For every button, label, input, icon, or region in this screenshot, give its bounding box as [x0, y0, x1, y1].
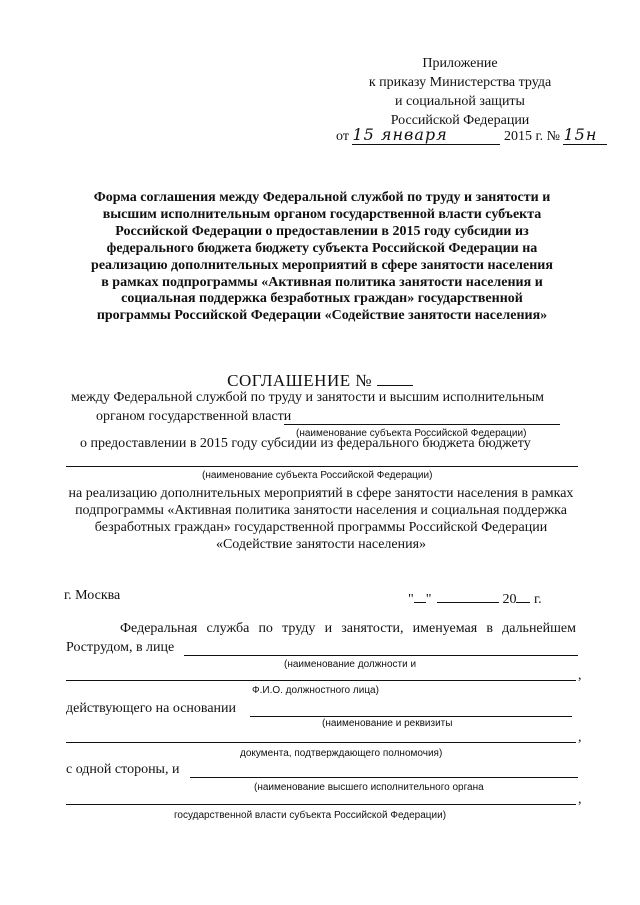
day-blank[interactable] — [414, 588, 426, 603]
quote-close: " — [425, 592, 432, 607]
appendix-line: Приложение — [422, 56, 498, 71]
basis-field[interactable] — [250, 716, 572, 717]
organ-field-2[interactable] — [66, 804, 576, 805]
quote-open: " — [408, 592, 414, 607]
organ-caption-2: государственной власти субъекта Российской Федерации) — [174, 810, 447, 821]
appendix-block — [340, 54, 580, 130]
handwritten-number: 15н — [563, 125, 607, 145]
comma: , — [578, 730, 582, 745]
comma: , — [578, 792, 582, 807]
year-prefix: 20 — [502, 592, 517, 607]
agreement-line-3: о предоставлении в 2015 году субсидии из федерального бюджета бюджету — [80, 436, 531, 451]
parties-line-2: Рострудом, в лице — [66, 640, 175, 655]
organ-field[interactable] — [190, 777, 578, 778]
requisites-caption: (наименование и реквизиты — [322, 718, 453, 729]
parties-line-1: Федеральная служба по труду и занятости, именуемая в дальнейшем — [120, 621, 576, 636]
subject-name-field[interactable] — [284, 424, 560, 425]
date-prefix: от — [336, 129, 349, 144]
agreement-purpose: на реализацию дополнительных мероприятий в сфере занятости населения в рамках подпрограммы «Активная политика занятости населения и социальная поддержка безработных граждан» государственной программы Российской Федерации «Содействие занятости населения» — [68, 486, 574, 552]
year-suffix: г. — [533, 592, 542, 607]
subject-budget-field[interactable] — [66, 466, 578, 467]
appendix-line: Российской Федерации — [390, 113, 530, 128]
appendix-line: к приказу Министерства труда — [368, 75, 552, 90]
appendix-line: и социальной защиты — [395, 94, 525, 109]
handwritten-date: 15 января — [352, 125, 500, 145]
agreement-date — [408, 588, 542, 608]
fio-caption: Ф.И.О. должностного лица) — [252, 685, 379, 696]
organ-caption: (наименование высшего исполнительного органа — [254, 782, 484, 793]
comma: , — [578, 668, 582, 683]
subject-caption: (наименование субъекта Российской Федерации) — [296, 428, 527, 439]
document-caption: документа, подтверждающего полномочия) — [240, 748, 443, 759]
agreement-number-blank[interactable] — [377, 368, 413, 386]
month-blank[interactable] — [437, 588, 499, 603]
document-field[interactable] — [66, 742, 576, 743]
year-blank[interactable] — [516, 588, 530, 603]
position-field[interactable] — [184, 655, 578, 656]
order-date-line — [336, 125, 606, 145]
agreement-heading-text: СОГЛАШЕНИЕ № — [227, 371, 373, 390]
city: г. Москва — [64, 588, 121, 603]
agreement-line-2: органом государственной власти — [96, 409, 292, 424]
fio-field[interactable] — [66, 680, 576, 681]
basis-line: действующего на основании — [66, 701, 237, 716]
year-text: 2015 г. № — [503, 129, 560, 144]
subject-caption-2: (наименование субъекта Российской Федерации) — [202, 470, 433, 481]
form-title: Форма соглашения между Федеральной службой по труду и занятости и высшим исполнительным органом государственной власти субъекта Российской Федерации о предоставлении в 2015 году субсидии из федерального бюджета бюджету субъекта Российской Федерации на реализацию дополнительных мероприятий в сфере занятости населения в рамках подпрограммы «Активная политика занятости населения и социальная поддержка безработных граждан» государственной программы Российской Федерации «Содействие занятости населения» — [91, 190, 553, 324]
position-caption: (наименование должности и — [284, 659, 417, 670]
side-line: с одной стороны, и — [66, 762, 180, 777]
agreement-heading — [0, 368, 640, 391]
agreement-line-1: между Федеральной службой по труду и занятости и высшим исполнительным — [71, 390, 545, 405]
